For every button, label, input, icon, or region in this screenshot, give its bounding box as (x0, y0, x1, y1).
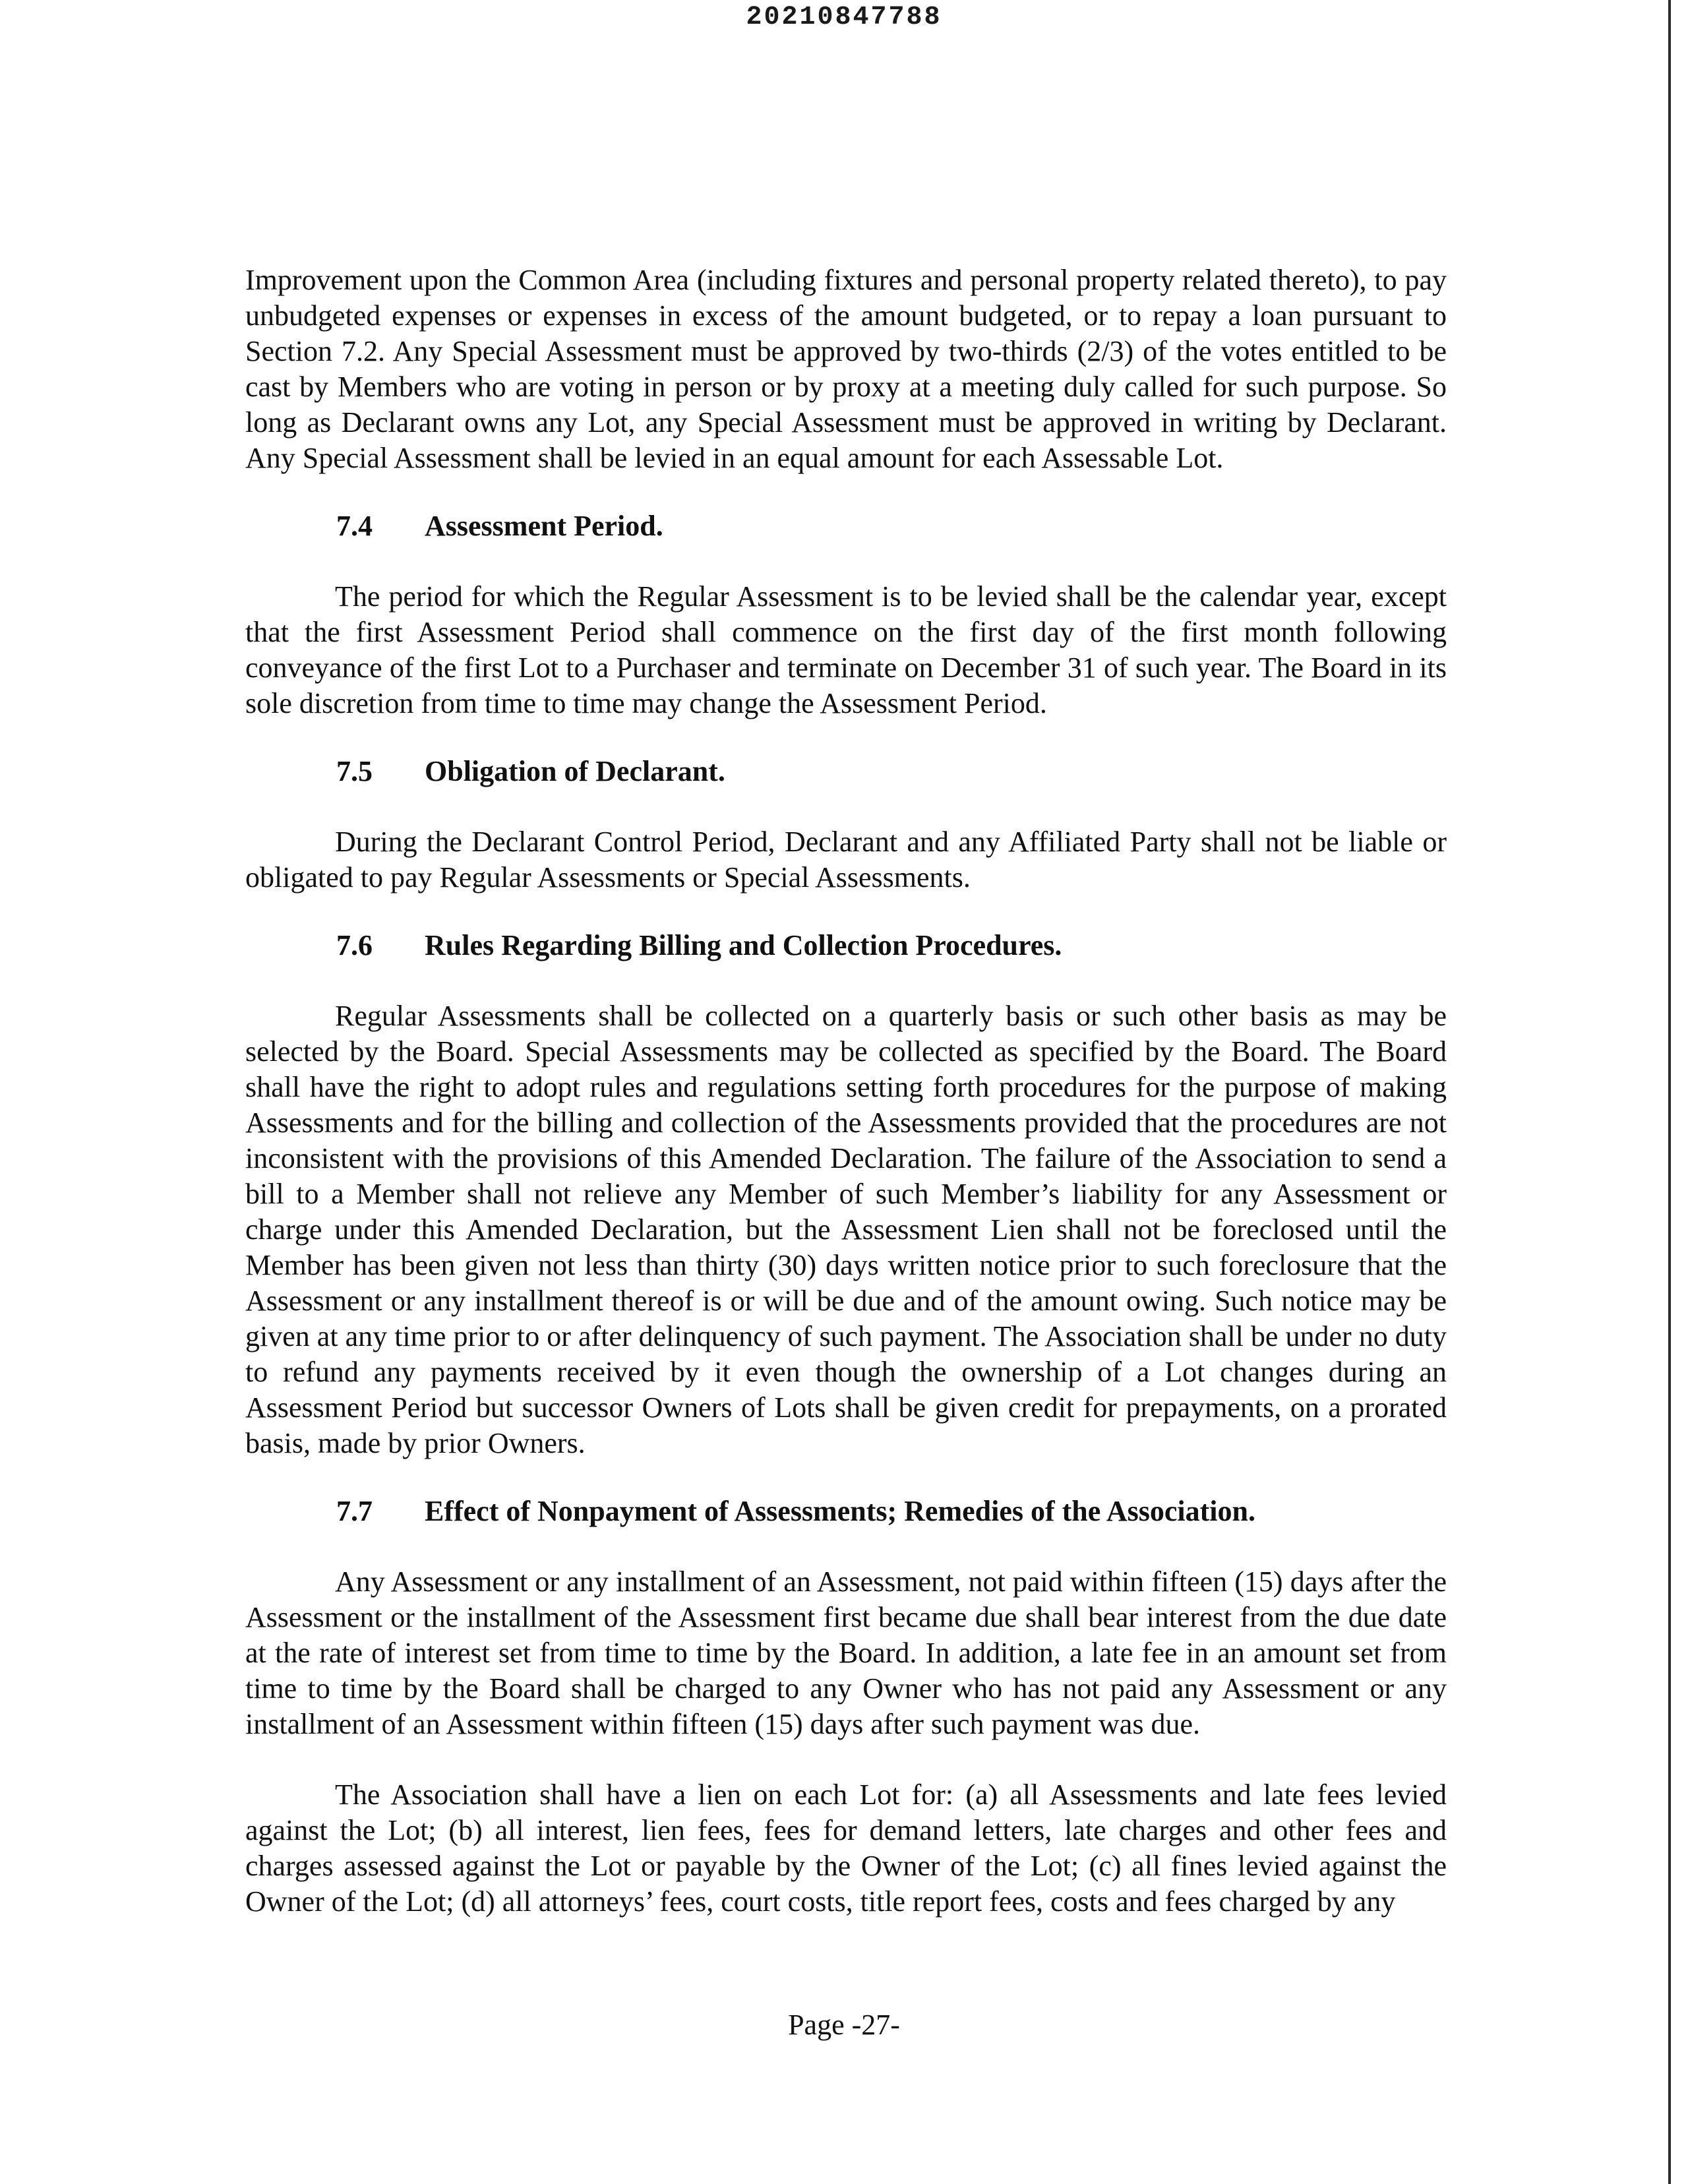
section-number: 7.5 (336, 755, 373, 787)
section-heading-7-4 (245, 508, 1447, 544)
section-number: 7.6 (336, 929, 373, 961)
section-title: Effect of Nonpayment of Assessments; Remedies of the Association. (425, 1495, 1255, 1527)
section-7-4-paragraph: The period for which the Regular Assessment is to be levied shall be the calendar year, except that the first Assessment Period shall commence on the first day of the first month following conveyance of the first Lot to a Purchaser and terminate on December 31 of such year. The Board in its sole discretion from time to time may change the Assessment Period. (245, 580, 1447, 719)
intro-paragraph: Improvement upon the Common Area (including fixtures and personal property related thereto), to pay unbudgeted expenses or expenses in excess of the amount budgeted, or to repay a loan pursuant to Section 7.2. Any Special Assessment must be approved by two-thirds (2/3) of the votes entitled to be cast by Members who are voting in person or by proxy at a meeting duly called for such purpose. So long as Declarant owns any Lot, any Special Assessment must be approved in writing by Declarant. Any Special Assessment shall be levied in an equal amount for each Assessable Lot. (245, 264, 1447, 474)
section-number: 7.7 (336, 1495, 373, 1527)
section-7-7-paragraph-2: The Association shall have a lien on each Lot for: (a) all Assessments and late fees levied against the Lot; (b) all interest, lien fees, fees for demand letters, late charges and other fees and charges assessed against the Lot or payable by the Owner of the Lot; (c) all fines levied against the Owner of the Lot; (d) all attorneys’ fees, court costs, title report fees, costs and fees charged by any (245, 1778, 1447, 1918)
page-number: Page -27- (788, 2009, 900, 2041)
document-body (245, 262, 1447, 1920)
section-heading-7-7 (245, 1494, 1447, 1529)
section-heading-7-6 (245, 928, 1447, 963)
section-7-6-paragraph: Regular Assessments shall be collected on a quarterly basis or such other basis as may be selected by the Board. Special Assessments may be collected as specified by the Board. The Board shall have the right to adopt rules and regulations setting forth procedures for the purpose of making Assessments and for the billing and collection of the Assessments provided that the procedures are not inconsistent with the provisions of this Amended Declaration. The failure of the Association to send a bill to a Member shall not relieve any Member of such Member’s liability for any Assessment or charge under this Amended Declaration, but the Assessment Lien shall not be foreclosed until the Member has been given not less than thirty (30) days written notice prior to such foreclosure that the Assessment or any installment thereof is or will be due and of the amount owing. Such notice may be given at any time prior to or after delinquency of such payment. The Association shall be under no duty to refund any payments received by it even though the ownership of a Lot changes during an Assessment Period but successor Owners of Lots shall be given credit for prepayments, on a prorated basis, made by prior Owners. (245, 1000, 1447, 1459)
section-7-7-paragraph-1: Any Assessment or any installment of an Assessment, not paid within fifteen (15) days after the Assessment or the installment of the Assessment first became due shall bear interest from the due date at the rate of interest set from time to time by the Board. In addition, a late fee in an amount set from time to time by the Board shall be charged to any Owner who has not paid any Assessment or any installment of an Assessment within fifteen (15) days after such payment was due. (245, 1565, 1447, 1740)
section-7-5-paragraph: During the Declarant Control Period, Declarant and any Affiliated Party shall not be liable or obligated to pay Regular Assessments or Special Assessments. (245, 826, 1447, 894)
section-title: Rules Regarding Billing and Collection Procedures. (425, 929, 1062, 961)
section-title: Assessment Period. (425, 510, 663, 542)
section-number: 7.4 (336, 510, 373, 542)
section-title: Obligation of Declarant. (425, 755, 725, 787)
recording-number: 20210847788 (746, 3, 942, 32)
scan-edge-line (1668, 0, 1671, 2184)
section-heading-7-5 (245, 754, 1447, 789)
